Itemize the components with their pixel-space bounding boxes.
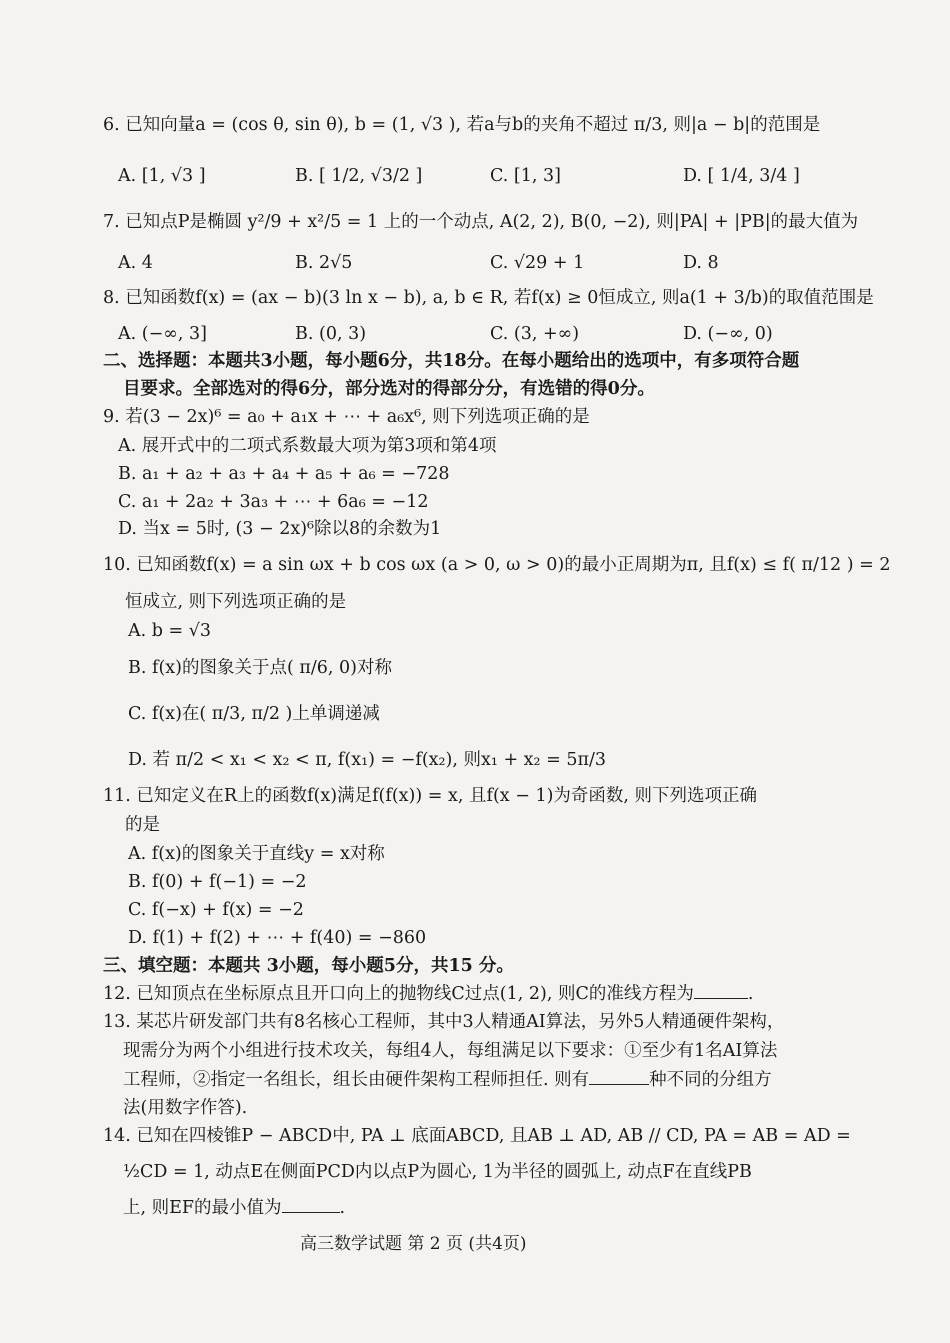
q7-option-d: D. 8 (683, 253, 719, 273)
section3-heading: 三、填空题：本题共 3小题，每小题5分，共15 分。 (103, 956, 514, 976)
q11-option-a: A. f(x)的图象关于直线y = x对称 (128, 844, 385, 864)
q6-option-b: B. [ 1/2, √3/2 ] (295, 166, 423, 186)
q12-stem: 12. 已知顶点在坐标原点且开口向上的抛物线C过点(1, 2), 则C的准线方程为 (103, 984, 694, 1004)
q10-stem-line2: 恒成立, 则下列选项正确的是 (125, 592, 347, 612)
q14-line3-start: 上, 则EF的最小值为 (123, 1198, 282, 1218)
q10-stem-line1: 10. 已知函数f(x) = a sin ωx + b cos ωx (a > 0, ω > 0)的最小正周期为π, 且f(x) ≤ f( π/12 ) = 2 (103, 555, 891, 575)
q7-stem: 7. 已知点P是椭圆 y²/9 + x²/5 = 1 上的一个动点, A(2, 2), B(0, −2), 则|PA| + |PB|的最大值为 (103, 212, 859, 232)
q10-option-c: C. f(x)在( π/3, π/2 )上单调递减 (128, 704, 380, 724)
q6-option-c: C. [1, 3] (490, 166, 561, 186)
q8-option-a: A. (−∞, 3] (118, 324, 207, 344)
q9-stem: 9. 若(3 − 2x)⁶ = a₀ + a₁x + ⋯ + a₆x⁶, 则下列选项正确的是 (103, 407, 590, 427)
q13-line3-end: 种不同的分组方 (649, 1070, 772, 1090)
q8-stem: 8. 已知函数f(x) = (ax − b)(3 ln x − b), a, b ∈ R, 若f(x) ≥ 0恒成立, 则a(1 + 3/b)的取值范围是 (103, 288, 874, 308)
q6-stem: 6. 已知向量a = (cos θ, sin θ), b = (1, √3 ), 若a与b的夹角不超过 π/3, 则|a − b|的范围是 (103, 115, 821, 135)
section2-heading-line2: 目要求。全部选对的得6分，部分选对的得部分分，有选错的得0分。 (123, 379, 655, 399)
q8-option-d: D. (−∞, 0) (683, 324, 773, 344)
q6-option-d: D. [ 1/4, 3/4 ] (683, 166, 800, 186)
q8-option-b: B. (0, 3) (295, 324, 367, 344)
q14-line2: ½CD = 1, 动点E在侧面PCD内以点P为圆心, 1为半径的圆弧上, 动点F在直线PB (123, 1162, 752, 1182)
q13-line3-start: 工程师，②指定一名组长，组长由硬件架构工程师担任. 则有 (123, 1070, 590, 1090)
q13-answer-blank[interactable] (589, 1083, 649, 1085)
q9-option-c: C. a₁ + 2a₂ + 3a₃ + ⋯ + 6a₆ = −12 (118, 492, 429, 512)
q11-option-c: C. f(−x) + f(x) = −2 (128, 900, 304, 920)
page-footer: 高三数学试题 第 2 页 (共4页) (300, 1234, 527, 1254)
q9-option-d: D. 当x = 5时, (3 − 2x)⁶除以8的余数为1 (118, 519, 442, 539)
q13-line2: 现需分为两个小组进行技术攻关，每组4人，每组满足以下要求：①至少有1名AI算法 (123, 1041, 778, 1061)
q10-option-d: D. 若 π/2 < x₁ < x₂ < π, f(x₁) = −f(x₂), 则x₁ + x₂ = 5π/3 (128, 750, 607, 770)
q11-stem-line2: 的是 (125, 815, 160, 835)
q12-end: . (747, 984, 754, 1004)
q14-end: . (339, 1198, 346, 1218)
q11-option-d: D. f(1) + f(2) + ⋯ + f(40) = −860 (128, 928, 427, 948)
q14-line1: 14. 已知在四棱锥P − ABCD中, PA ⊥ 底面ABCD, 且AB ⊥ AD, AB // CD, PA = AB = AD = (103, 1126, 851, 1146)
q14-answer-blank[interactable] (282, 1211, 340, 1213)
q9-option-a: A. 展开式中的二项式系数最大项为第3项和第4项 (118, 436, 497, 456)
q7-option-c: C. √29 + 1 (490, 253, 585, 273)
q13-line1: 13. 某芯片研发部门共有8名核心工程师，其中3人精通AI算法，另外5人精通硬件架构， (103, 1012, 785, 1032)
q9-option-b: B. a₁ + a₂ + a₃ + a₄ + a₅ + a₆ = −728 (118, 464, 450, 484)
q14-line3 (123, 1200, 345, 1218)
q11-stem-line1: 11. 已知定义在R上的函数f(x)满足f(f(x)) = x, 且f(x − 1)为奇函数, 则下列选项正确 (103, 786, 758, 806)
q12-answer-blank[interactable] (694, 997, 748, 999)
q7-option-b: B. 2√5 (295, 253, 353, 273)
q6-option-a: A. [1, √3 ] (118, 166, 206, 186)
q11-option-b: B. f(0) + f(−1) = −2 (128, 872, 307, 892)
q13-line4: 法(用数字作答). (123, 1098, 248, 1118)
q13-line3 (123, 1072, 772, 1090)
q10-option-a: A. b = √3 (128, 621, 212, 641)
q8-option-c: C. (3, +∞) (490, 324, 580, 344)
q10-option-b: B. f(x)的图象关于点( π/6, 0)对称 (128, 658, 392, 678)
section2-heading-line1: 二、选择题：本题共3小题，每小题6分，共18分。在每小题给出的选项中，有多项符合题 (103, 351, 800, 371)
q7-option-a: A. 4 (118, 253, 153, 273)
q12-text (103, 986, 753, 1004)
